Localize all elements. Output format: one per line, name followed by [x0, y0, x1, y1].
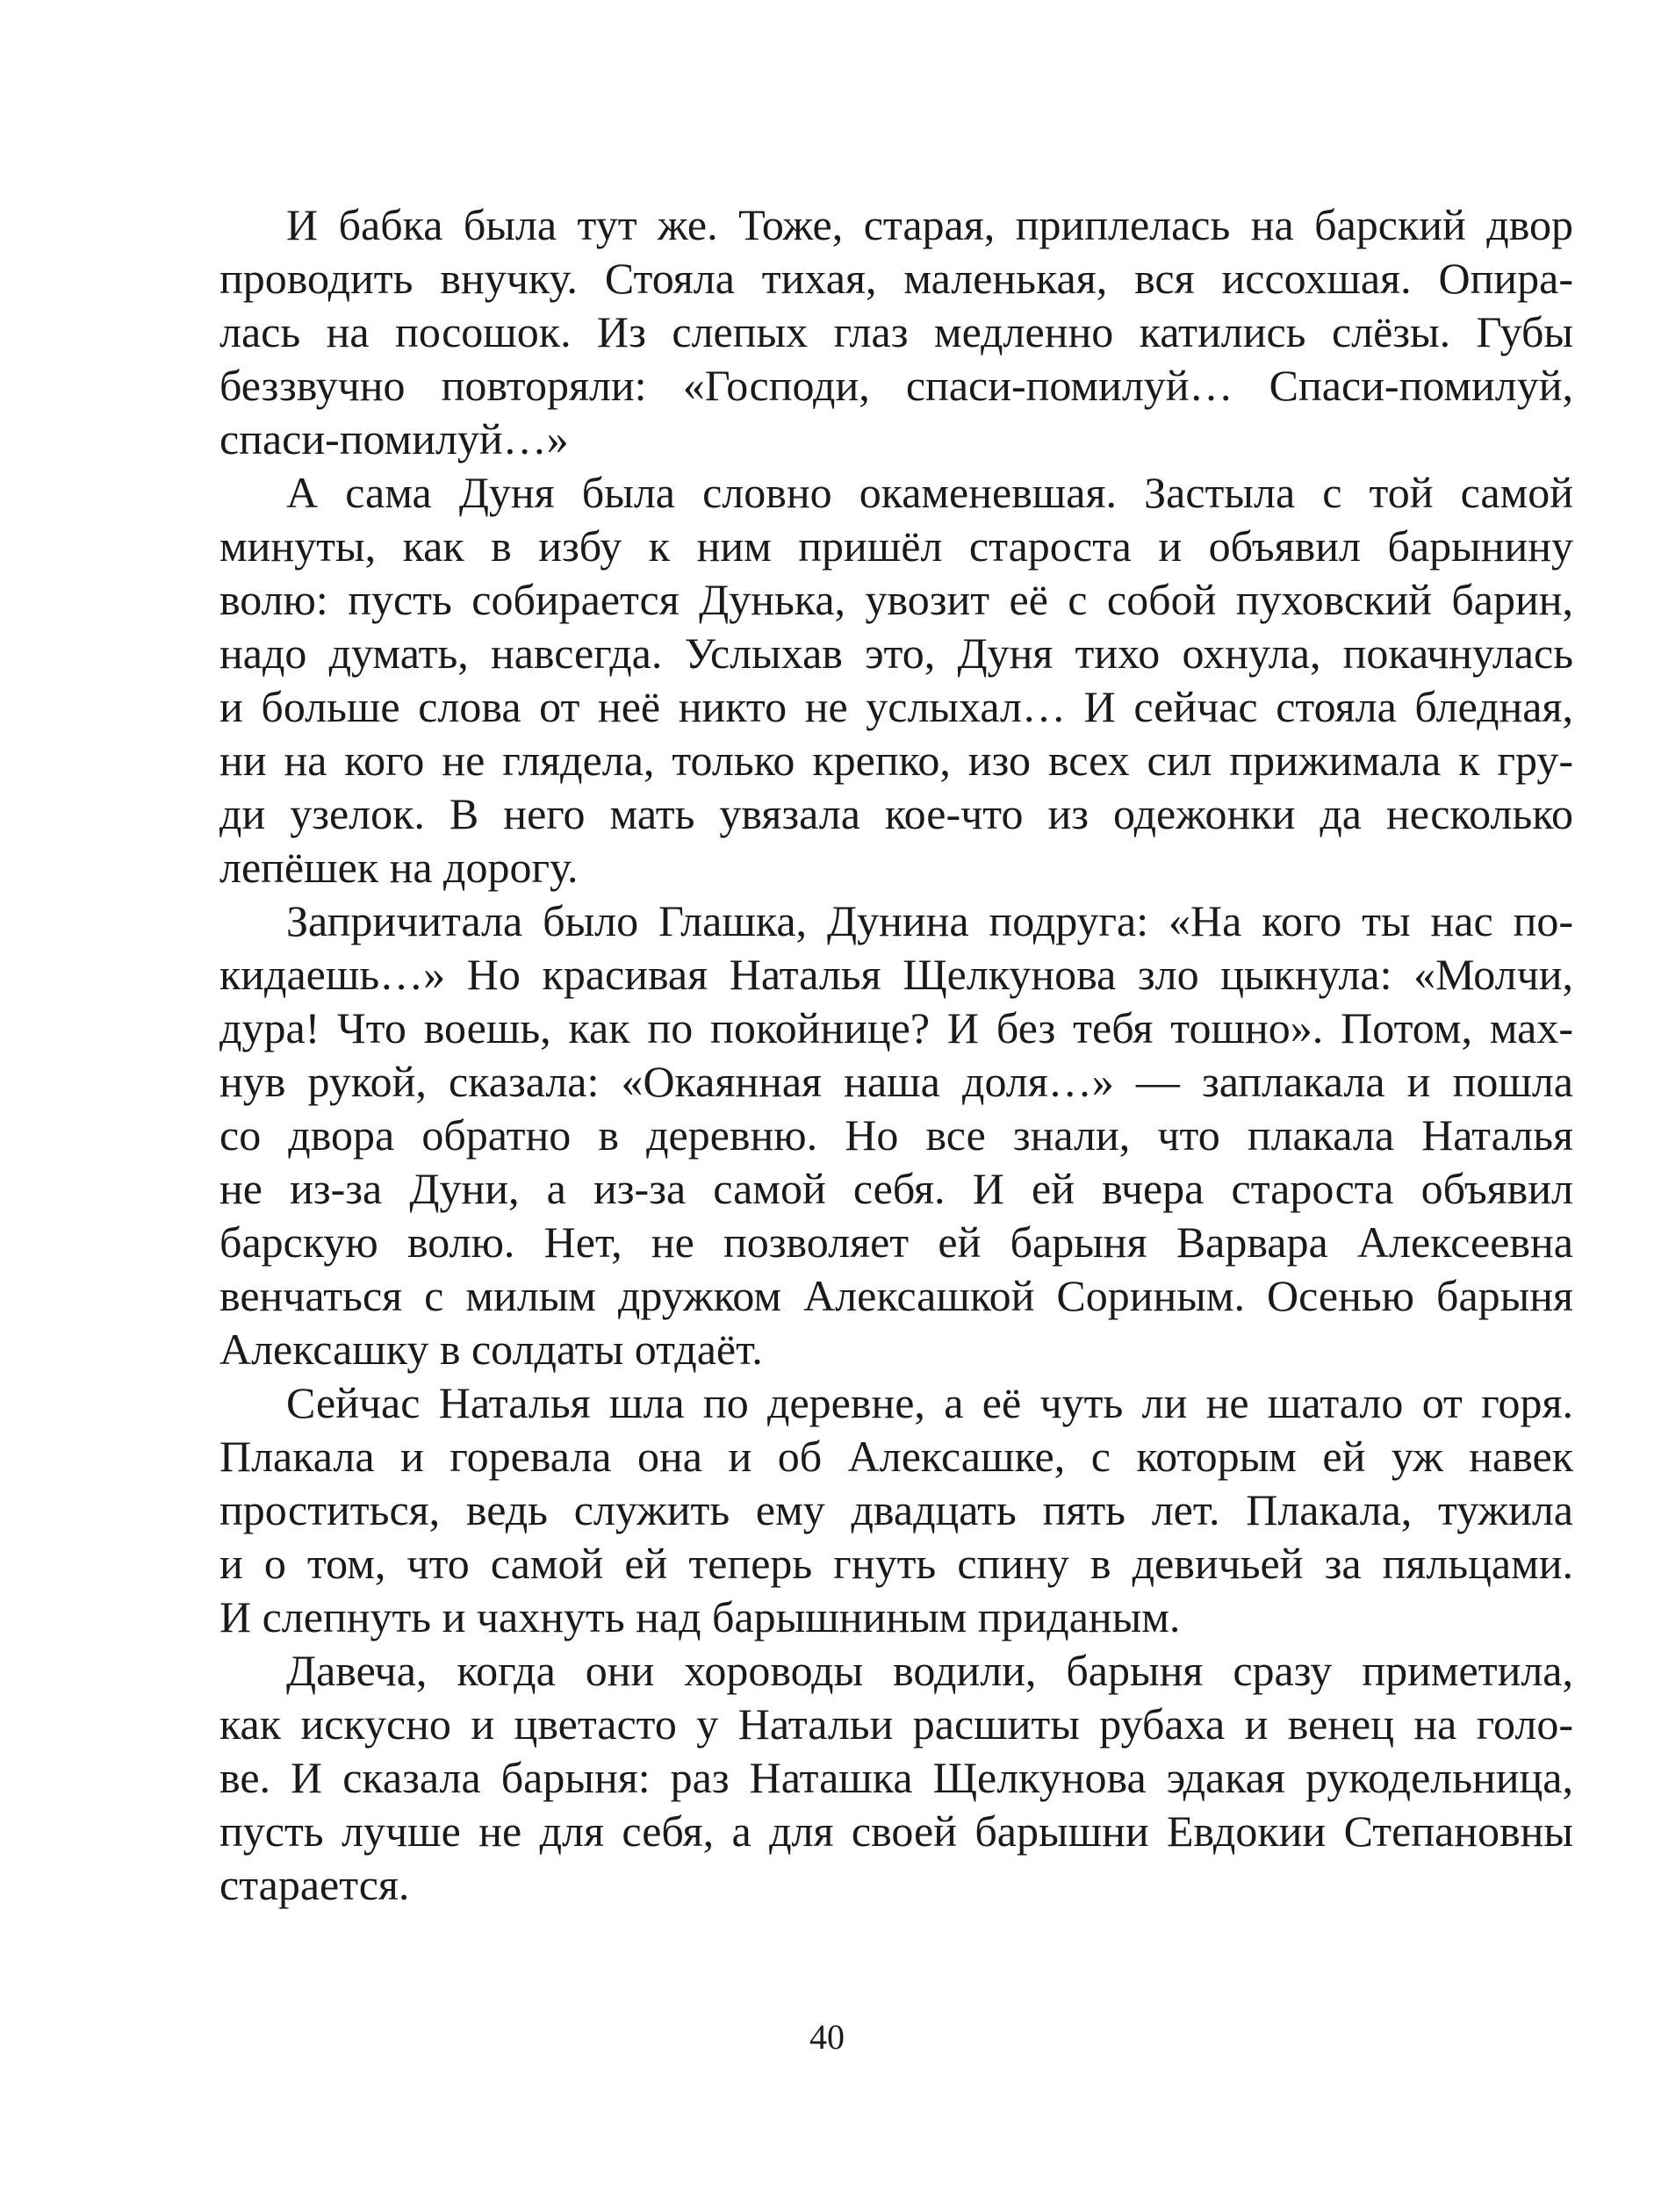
text-line: барскую волю. Нет, не позволяет ей барыня Варвара Алексеевна: [219, 1217, 1573, 1267]
text-line: старается.: [219, 1860, 410, 1909]
paragraph: [219, 894, 1573, 1376]
text-line: и больше слова от неё никто не услыхал… И сейчас стояла бледная,: [219, 682, 1573, 731]
text-line: минуты, как в избу к ним пришёл староста и объявил барынину: [219, 521, 1573, 571]
paragraph: [219, 198, 1573, 466]
text-line: спаси-помилуй…»: [219, 414, 569, 463]
text-line: лепёшек на дорогу.: [219, 843, 579, 892]
text-line: не из-за Дуни, а из-за самой себя. И ей вчера староста объявил: [219, 1164, 1573, 1213]
text-line: венчаться с милым дружком Алексашкой Сориным. Осенью барыня: [219, 1271, 1573, 1320]
text-line: И бабка была тут же. Тоже, старая, приплелась на барский двор: [286, 200, 1573, 249]
text-line: как искусно и цветасто у Натальи расшиты рубаха и венец на голо-: [219, 1699, 1573, 1749]
text-column: [219, 198, 1573, 1912]
text-line: лась на посошок. Из слепых глаз медленно катились слёзы. Губы: [219, 307, 1573, 356]
paragraph: [219, 1644, 1573, 1912]
text-line: нув рукой, сказала: «Окаянная наша доля…» — заплакала и пошла: [219, 1057, 1573, 1106]
text-line: ве. И сказала барыня: раз Наташка Щелкунова эдакая рукодельница,: [219, 1753, 1573, 1802]
paragraph: [219, 1376, 1573, 1644]
text-line: волю: пусть собирается Дунька, увозит её с собой пуховский барин,: [219, 575, 1573, 624]
text-line: ди узелок. В него мать увязала кое-что из одежонки да несколько: [219, 789, 1573, 838]
text-line: и о том, что самой ей теперь гнуть спину в девичьей за пяльцами.: [219, 1539, 1573, 1588]
text-line: Алексашку в солдаты отдаёт.: [219, 1325, 763, 1374]
text-line: беззвучно повторяли: «Господи, спаси-помилуй… Спаси-помилуй,: [219, 361, 1573, 410]
text-line: дура! Что воешь, как по покойнице? И без тебя тошно». Потом, мах-: [219, 1003, 1573, 1052]
text-line: А сама Дуня была словно окаменевшая. Застыла с той самой: [286, 468, 1573, 517]
text-line: кидаешь…» Но красивая Наталья Щелкунова зло цыкнула: «Молчи,: [219, 950, 1573, 999]
text-line: со двора обратно в деревню. Но все знали, что плакала Наталья: [219, 1110, 1573, 1160]
text-line: Плакала и горевала она и об Алексашке, с которым ей уж навек: [219, 1432, 1573, 1481]
text-line: проводить внучку. Стояла тихая, маленькая, вся иссохшая. Опира-: [219, 254, 1573, 303]
text-line: надо думать, навсегда. Услыхав это, Дуня тихо охнула, покачнулась: [219, 628, 1573, 678]
text-line: Сейчас Наталья шла по деревне, а её чуть ли не шатало от горя.: [286, 1378, 1573, 1427]
text-line: ни на кого не глядела, только крепко, изо всех сил прижимала к гру-: [219, 736, 1573, 785]
text-line: Запричитала было Глашка, Дунина подруга: «На кого ты нас по-: [286, 896, 1573, 945]
page-number: 40: [809, 2017, 845, 2057]
text-line: пусть лучше не для себя, а для своей барышни Евдокии Степановны: [219, 1806, 1573, 1856]
text-line: проститься, ведь служить ему двадцать пять лет. Плакала, тужила: [219, 1485, 1573, 1534]
paragraph: [219, 466, 1573, 894]
text-line: И слепнуть и чахнуть над барышниным приданым.: [219, 1592, 1181, 1641]
page-body: [219, 198, 1573, 1912]
text-line: Давеча, когда они хороводы водили, барыня сразу приметила,: [286, 1646, 1573, 1695]
